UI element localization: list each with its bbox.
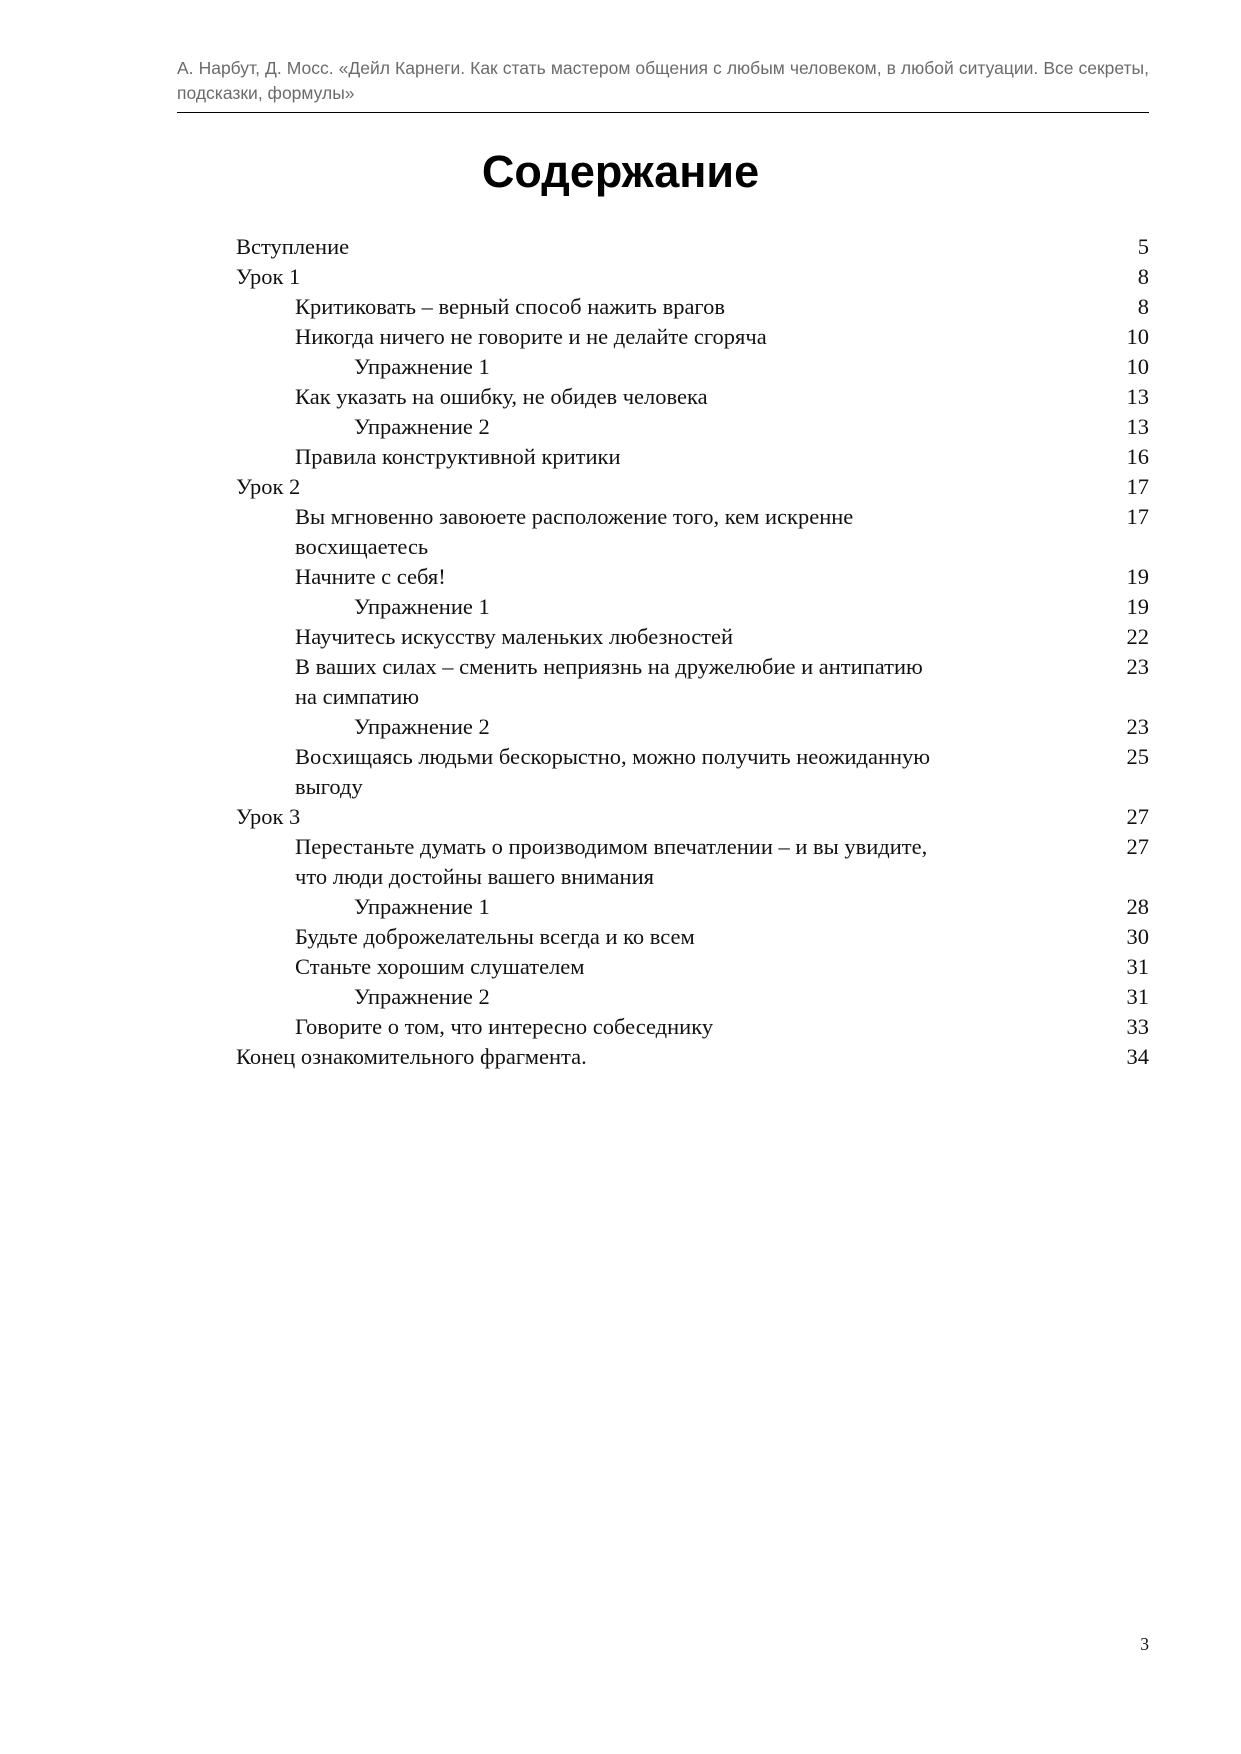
toc-entry-page: 31 (1126, 984, 1149, 1009)
toc-entry-title: Как указать на ошибку, не обидев человека (295, 384, 708, 409)
table-of-contents (236, 232, 1149, 1072)
toc-entry-page: 28 (1126, 894, 1149, 919)
toc-entry-introduction[interactable] (236, 232, 1149, 262)
toc-entry-title: Урок 3 (236, 804, 301, 829)
page-number: 3 (1140, 1634, 1149, 1654)
toc-entry-page: 34 (1126, 1044, 1149, 1069)
toc-entry-exercise[interactable] (236, 892, 1149, 922)
toc-entry-title: Упражнение 2 (354, 984, 490, 1009)
toc-entry-section[interactable] (236, 322, 1149, 352)
toc-entry-page: 16 (1126, 444, 1149, 469)
toc-entry-page: 17 (1126, 504, 1149, 529)
toc-entry-exercise[interactable] (236, 352, 1149, 382)
toc-entry-title: Упражнение 1 (354, 354, 490, 379)
toc-entry-title: Вы мгновенно завоюете расположение того, кем искренне восхищаетесь (295, 504, 854, 559)
toc-entry-page: 27 (1126, 804, 1149, 829)
toc-entry-title: Упражнение 1 (354, 594, 490, 619)
toc-entry-page: 10 (1126, 354, 1149, 379)
toc-entry-title: Упражнение 2 (354, 414, 490, 439)
toc-entry-section[interactable] (236, 442, 1149, 472)
toc-entry-section[interactable] (236, 1012, 1149, 1042)
toc-entry-page: 23 (1126, 654, 1149, 679)
toc-entry-page: 27 (1126, 834, 1149, 859)
toc-entry-section[interactable] (236, 832, 1149, 892)
toc-entry-section[interactable] (236, 922, 1149, 952)
toc-entry-title: В ваших силах – сменить неприязнь на дружелюбие и антипатию на симпатию (295, 654, 923, 709)
toc-entry-section[interactable] (236, 292, 1149, 322)
toc-entry-page: 33 (1126, 1014, 1149, 1039)
toc-entry-title: Правила конструктивной критики (295, 444, 621, 469)
page-title: Содержание (481, 146, 760, 197)
toc-entry-title: Говорите о том, что интересно собеседнику (295, 1014, 714, 1039)
toc-entry-title: Никогда ничего не говорите и не делайте сгоряча (295, 324, 767, 349)
toc-entry-section[interactable] (236, 382, 1149, 412)
toc-entry-page: 13 (1126, 414, 1149, 439)
toc-entry-page: 31 (1126, 954, 1149, 979)
toc-entry-page: 19 (1126, 564, 1149, 589)
toc-entry-exercise[interactable] (236, 592, 1149, 622)
toc-entry-title: Перестаньте думать о производимом впечатлении – и вы увидите, что люди достойны вашего внимания (295, 834, 928, 889)
toc-entry-page: 30 (1126, 924, 1149, 949)
toc-entry-section[interactable] (236, 562, 1149, 592)
toc-entry-title: Станьте хорошим слушателем (295, 954, 585, 979)
toc-entry-title: Конец ознакомительного фрагмента. (236, 1044, 587, 1069)
toc-entry-title: Урок 1 (236, 264, 301, 289)
toc-entry-page: 10 (1126, 324, 1149, 349)
toc-entry-lesson-1[interactable] (236, 262, 1149, 292)
toc-entry-title: Упражнение 2 (354, 714, 490, 739)
toc-entry-title: Начните с себя! (295, 564, 446, 589)
toc-entry-page: 13 (1126, 384, 1149, 409)
toc-entry-page: 8 (1137, 264, 1149, 289)
toc-entry-page: 5 (1137, 234, 1149, 259)
toc-entry-title: Восхищаясь людьми бескорыстно, можно получить неожиданную выгоду (295, 744, 931, 799)
toc-entry-title: Вступление (236, 234, 350, 259)
toc-entry-lesson-3[interactable] (236, 802, 1149, 832)
toc-entry-lesson-2[interactable] (236, 472, 1149, 502)
toc-entry-page: 17 (1126, 474, 1149, 499)
toc-entry-title: Научитесь искусству маленьких любезностей (295, 624, 734, 649)
toc-entry-page: 19 (1126, 594, 1149, 619)
toc-entry-title: Урок 2 (236, 474, 301, 499)
toc-entry-section[interactable] (236, 622, 1149, 652)
toc-entry-exercise[interactable] (236, 412, 1149, 442)
toc-entry-page: 25 (1126, 744, 1149, 769)
toc-entry-title: Упражнение 1 (354, 894, 490, 919)
toc-entry-section[interactable] (236, 952, 1149, 982)
header-divider (177, 112, 1149, 113)
toc-entry-section[interactable] (236, 652, 1149, 712)
toc-entry-section[interactable] (236, 502, 1149, 562)
toc-entry-end-of-fragment[interactable] (236, 1042, 1149, 1072)
toc-entry-page: 8 (1137, 294, 1149, 319)
toc-entry-exercise[interactable] (236, 712, 1149, 742)
toc-entry-page: 22 (1126, 624, 1149, 649)
toc-entry-page: 23 (1126, 714, 1149, 739)
toc-entry-title: Будьте доброжелательны всегда и ко всем (295, 924, 695, 949)
toc-entry-title: Критиковать – верный способ нажить врагов (295, 294, 725, 319)
running-header: А. Нарбут, Д. Мосс. «Дейл Карнеги. Как стать мастером общения с любым человеком, в любой ситуации. Все секреты, подсказки, формулы» (177, 58, 1149, 103)
toc-entry-section[interactable] (236, 742, 1149, 802)
toc-entry-exercise[interactable] (236, 982, 1149, 1012)
